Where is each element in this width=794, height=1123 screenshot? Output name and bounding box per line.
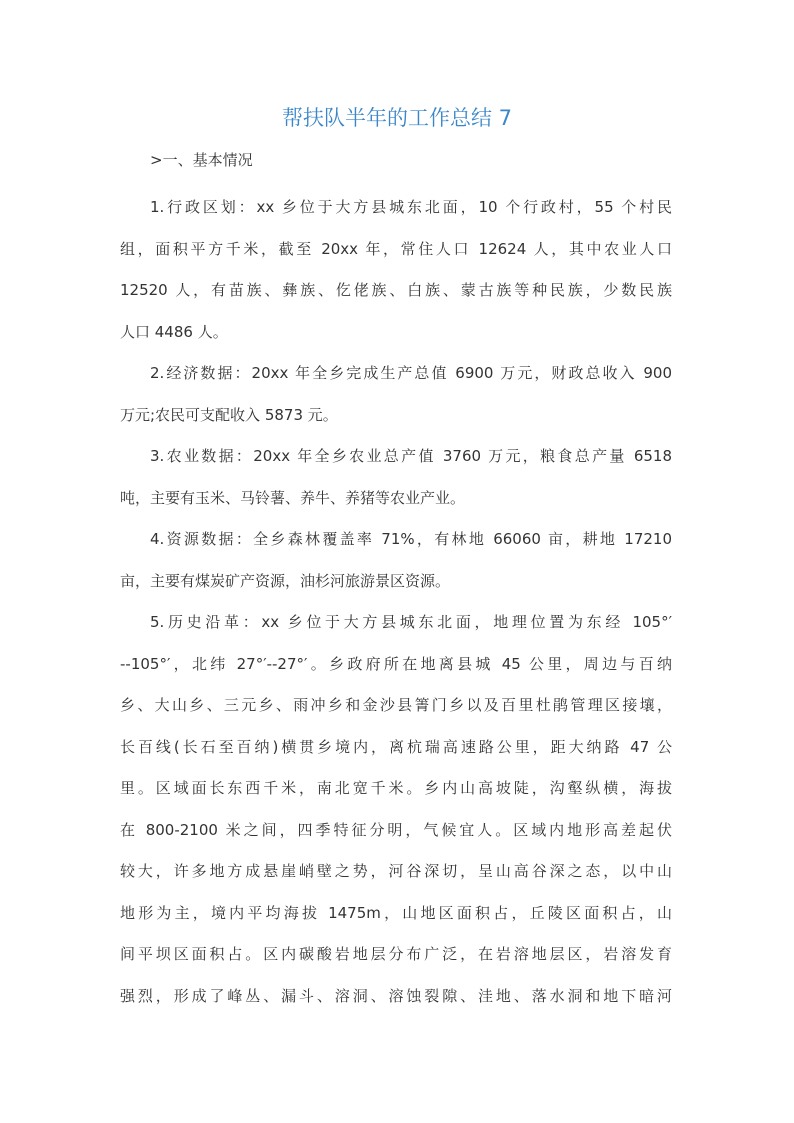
section-heading: >一、基本情况 — [150, 151, 253, 169]
paragraph-line: 万元;农民可支配收入 5873 元。 — [120, 405, 338, 424]
paragraph-line: 在 800-2100 米之间，四季特征分明，气候宜人。区域内地形高差起伏 — [120, 820, 672, 839]
paragraph-line: 较大，许多地方成悬崖峭壁之势，河谷深切，呈山高谷深之态，以中山 — [120, 862, 672, 880]
paragraph — [120, 436, 672, 519]
paragraph-line: 地形为主，境内平均海拔 1475m，山地区面积占，丘陵区面积占，山 — [120, 903, 672, 922]
paragraph — [120, 602, 672, 1017]
paragraph-line: 4.资源数据：全乡森林覆盖率 71%，有林地 66060 亩，耕地 17210 — [150, 530, 672, 548]
paragraph-line: 乡、大山乡、三元乡、雨冲乡和金沙县箐门乡以及百里杜鹃管理区接壤， — [120, 696, 672, 714]
document-body — [120, 146, 672, 1017]
paragraph-line: 12520 人，有苗族、彝族、仡佬族、白族、蒙古族等种民族，少数民族 — [120, 281, 672, 299]
paragraph-line: 1.行政区划：xx 乡位于大方县城东北面，10 个行政村，55 个村民 — [150, 198, 672, 216]
paragraph-line: 吨，主要有玉米、马铃薯、养牛、养猪等农业产业。 — [120, 488, 466, 507]
paragraph-line: 5.历史沿革：xx 乡位于大方县城东北面，地理位置为东经 105°′ — [150, 613, 672, 631]
paragraph-line: 3.农业数据：20xx 年全乡农业总产值 3760 万元，粮食总产量 6518 — [150, 447, 672, 465]
paragraph — [120, 187, 672, 353]
paragraph-line: 亩，主要有煤炭矿产资源，油杉河旅游景区资源。 — [120, 571, 451, 590]
paragraph-line: 里。区域面长东西千米，南北宽千米。乡内山高坡陡，沟壑纵横，海拔 — [120, 779, 672, 797]
paragraph-line: 间平坝区面积占。区内碳酸岩地层分布广泛，在岩溶地层区，岩溶发育 — [120, 945, 672, 963]
paragraph — [120, 353, 672, 436]
paragraph-line: 组，面积平方千米，截至 20xx 年，常住人口 12624 人，其中农业人口 — [120, 239, 672, 258]
paragraph-line: 强烈，形成了峰丛、漏斗、溶洞、溶蚀裂隙、洼地、落水洞和地下暗河 — [120, 986, 672, 1005]
paragraph-list — [120, 187, 672, 1017]
paragraph — [120, 519, 672, 602]
paragraph-line: 长百线(长石至百纳)横贯乡境内，离杭瑞高速路公里，距大纳路 47 公 — [120, 737, 672, 756]
paragraph-line: --105°′，北纬 27°′--27°′。乡政府所在地离县城 45 公里，周边与百纳 — [120, 654, 672, 673]
document-title: 帮扶队半年的工作总结 7 — [281, 106, 513, 130]
paragraph-line: 人口 4486 人。 — [120, 322, 228, 341]
paragraph-line: 2.经济数据：20xx 年全乡完成生产总值 6900 万元，财政总收入 900 — [150, 364, 672, 382]
